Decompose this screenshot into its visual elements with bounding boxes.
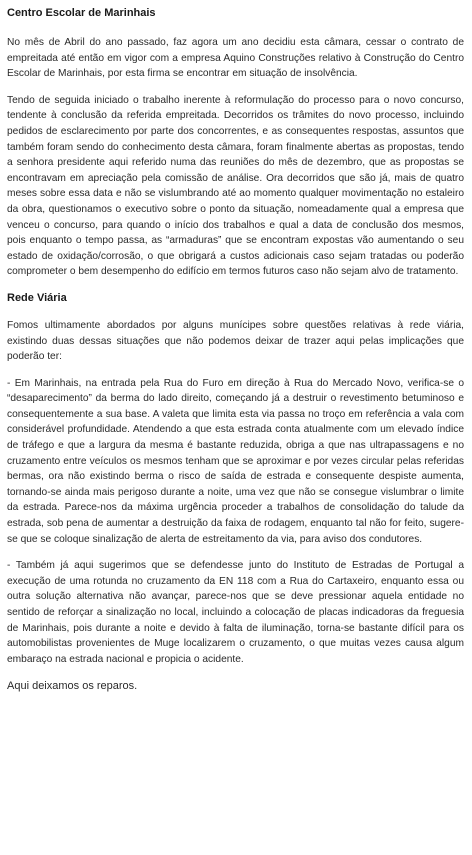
paragraph: Tendo de seguida iniciado o trabalho inerente à reformulação do processo para o novo concurso, tendente à conclusão da referida empreitada. Decorridos os trâmites do novo processo, incluindo pedidos de esclarecimento por parte dos concorrentes, e as consequentes respostas, assuntos que também foram sendo do conhecimento desta câmara, foram finalmente abertas as propostas, tendo a senhora presidente aqui referido numa das reuniões do mês de dezembro, que as propostas se encontravam em apreciação pela comissão de análise. Ora decorridos que são já, mais de quatro meses sobre essa data e não se vislumbrando até ao momento qualquer movimentação no estaleiro da obra, questionamos o executivo sobre o ponto da situação, nomeadamente qual a empresa que venceu o concurso, para quando o início dos trabalhos e qual a data de conclusão dos mesmos, pois enquanto o tempo passa, as “armaduras” que se encontram expostas vão aumentando o seu estado de oxidação/corrosão, o que obrigará a custos adicionais caso sejam tratadas ou poderão comprometer o bem desempenho do edifício em termos futuros caso não sejam alvo de tratamento. bbox=[7, 94, 464, 278]
closing-line: Aqui deixamos os reparos. bbox=[7, 680, 138, 693]
paragraph: No mês de Abril do ano passado, faz agora um ano decidiu esta câmara, cessar o contrato de empreitada até então em vigor com a empresa Aquino Construções relativo à Construção do Centro Escolar de Marinhais, por esta firma se encontrar em situação de insolvência. bbox=[7, 37, 464, 80]
paragraph: - Também já aqui sugerimos que se defendesse junto do Instituto de Estradas de Portugal a execução de uma rotunda no cruzamento da EN 118 com a Rua do Cartaxeiro, enquanto essa ou outra solução alternativa não avançar, parece-nos que se deve pressionar aquela entidade no sentido de reforçar a sinalização no local, incluindo a colocação de placas indicadoras da freguesia de Marinhais, pois durante a noite e devido à falta de iluminação, torna-se bastante difícil para os automobilistas provenientes de Muge localizarem o cruzamento, o que muitas vezes causa algum embaraço na estrada nacional e propicia o acidente. bbox=[7, 560, 464, 665]
section-heading-centro-escolar: Centro Escolar de Marinhais bbox=[7, 7, 156, 19]
paragraph: - Em Marinhais, na entrada pela Rua do Furo em direção à Rua do Mercado Novo, verifica-se o “desaparecimento” da berma do lado direito, começando já a destruir o revestimento betuminoso e consequentemente a sua base. A valeta que limita esta via passa no troço em referência a vala com considerável profundidade. Atendendo a que esta estrada conta atualmente com um elevado índice de tráfego e que a largura da mesma é bastante reduzida, obriga a que nas ultrapassagens e no cruzamento entre veículos os mesmos tenham que se aproximar e por vezes circular pelas referidas bermas, ora não existindo berma o risco de saída de estrada e consequente despiste aumenta, tornando-se ainda mais perigoso durante a noite, uma vez que não se consegue vislumbrar o limite da estrada. Parece-nos da máxima urgência proceder a trabalhos de consolidação do talude da estrada, sob pena de aumentar a destruição da faixa de rodagem, enquanto tal não for feito, sugere-se que se coloque sinalização de alerta de estreitamento da via, para aviso dos condutores. bbox=[7, 377, 464, 545]
section-heading-rede-viaria: Rede Viária bbox=[7, 291, 67, 304]
paragraph: Fomos ultimamente abordados por alguns munícipes sobre questões relativas à rede viária, existindo duas dessas situações que não podemos deixar de trazer aqui pelas implicações que poderão ter: bbox=[7, 319, 464, 363]
